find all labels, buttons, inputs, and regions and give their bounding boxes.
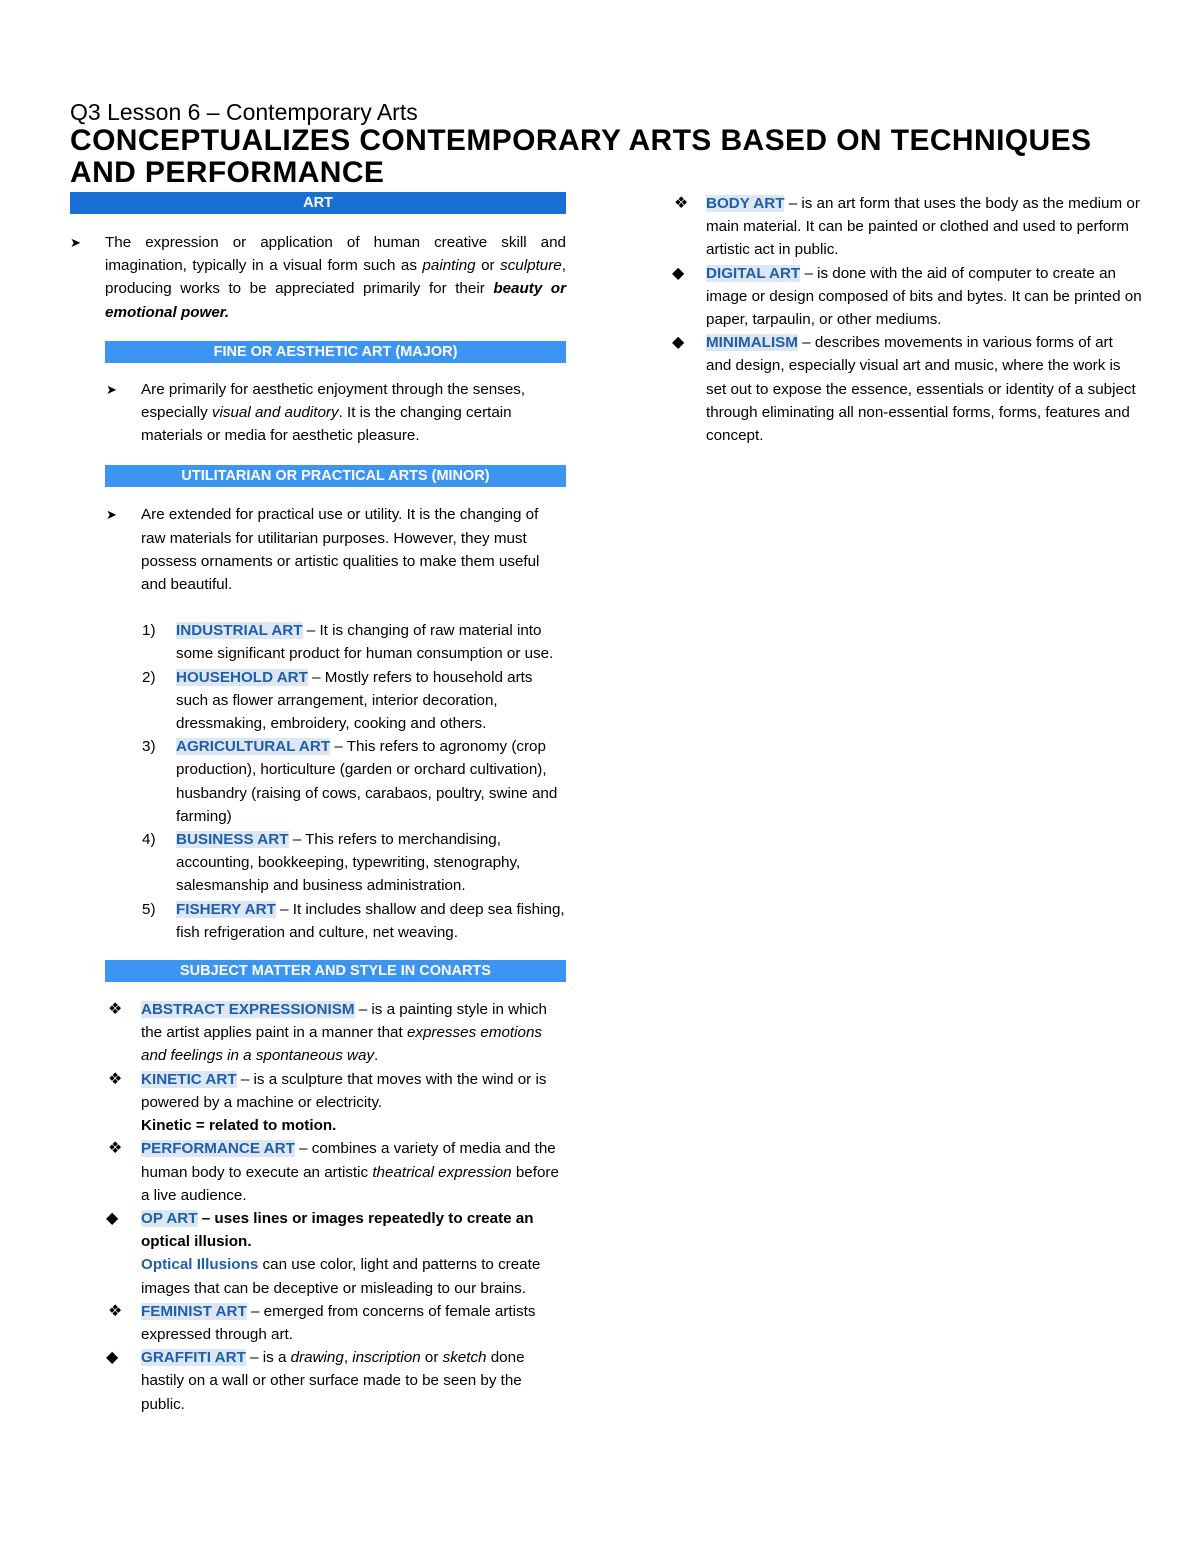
list-item: 2) HOUSEHOLD ART – Mostly refers to household arts such as flower arrangement, interior decoration, dressmaking, embroidery, cooking and others. bbox=[142, 668, 533, 733]
list-item: ◆ GRAFFITI ART – is a drawing, inscription or sketch done hastily on a wall or other surface made to be seen by the public. bbox=[70, 1346, 566, 1416]
diamond-star-icon: ❖ bbox=[108, 1070, 123, 1088]
left-column bbox=[70, 192, 566, 1416]
arrow-bullet-icon: ➤ bbox=[70, 235, 81, 250]
list-item: ❖ FEMINIST ART – emerged from concerns of female artists expressed through art. bbox=[70, 1300, 566, 1346]
solid-diamond-icon: ◆ bbox=[106, 1209, 119, 1227]
art-definition: ➤ The expression or application of human creative skill and imagination, typically in a visual form such as painting or sculpture, producing works to be appreciated primarily for their beauty or emotional power. bbox=[70, 231, 566, 324]
list-item: ❖ KINETIC ART – is a sculpture that moves with the wind or is powered by a machine or electricity. Kinetic = related to motion. bbox=[70, 1068, 566, 1138]
solid-diamond-icon: ◆ bbox=[672, 334, 685, 352]
list-item: 4) BUSINESS ART – This refers to merchandising, accounting, bookkeeping, typewriting, stenography, salesmanship and business administration. bbox=[142, 831, 521, 895]
conarts-list bbox=[70, 998, 566, 1416]
list-item: ◆ MINIMALISM – describes movements in various forms of art and design, especially visual art and music, where the work is set out to expose the essence, essentials or identity of a subject through eliminating all non-essential forms, forms, features and concept. bbox=[672, 331, 1142, 447]
list-item: ◆ DIGITAL ART – is done with the aid of computer to create an image or design composed of bits and bytes. It can be printed on paper, tarpaulin, or other mediums. bbox=[672, 262, 1142, 332]
right-column bbox=[672, 192, 1142, 447]
list-item: 3) AGRICULTURAL ART – This refers to agronomy (crop production), horticulture (garden or orchard cultivation), husbandry (raising of cows, carabaos, poultry, swine and farming) bbox=[142, 738, 558, 825]
list-item: ❖ BODY ART – is an art form that uses the body as the medium or main material. It can be painted or clothed and used to perform artistic act in public. bbox=[672, 192, 1142, 262]
section-heading-utilitarian: UTILITARIAN OR PRACTICAL ARTS (MINOR) bbox=[105, 465, 566, 487]
list-item: ❖ PERFORMANCE ART – combines a variety of media and the human body to execute an artistic theatrical expression before a live audience. bbox=[70, 1137, 566, 1207]
solid-diamond-icon: ◆ bbox=[672, 264, 685, 282]
utilitarian-definition: ➤ Are extended for practical use or utility. It is the changing of raw materials for utilitarian purposes. However, they must possess ornaments or artistic qualities to make them useful and beautiful. bbox=[70, 503, 566, 596]
section-heading-fine-art: FINE OR AESTHETIC ART (MAJOR) bbox=[105, 341, 566, 363]
lesson-subtitle: Q3 Lesson 6 – Contemporary Arts bbox=[70, 99, 418, 125]
diamond-star-icon: ❖ bbox=[108, 1302, 123, 1320]
practical-arts-list bbox=[70, 619, 566, 944]
diamond-star-icon: ❖ bbox=[674, 195, 689, 212]
list-item: 1) INDUSTRIAL ART – It is changing of raw material into some significant product for human consumption or use. bbox=[142, 622, 554, 663]
list-item: ◆ OP ART – uses lines or images repeatedly to create an optical illusion. Optical Illusions can use color, light and patterns to create images that can be deceptive or misleading to our brains. bbox=[70, 1207, 566, 1300]
arrow-bullet-icon: ➤ bbox=[106, 381, 117, 397]
section-heading-art: ART bbox=[70, 192, 566, 214]
solid-diamond-icon: ◆ bbox=[106, 1349, 119, 1367]
fine-art-definition: ➤ Are primarily for aesthetic enjoyment through the senses, especially visual and auditory. It is the changing certain materials or media for aesthetic pleasure. bbox=[70, 378, 566, 448]
list-item: ❖ ABSTRACT EXPRESSIONISM – is a painting style in which the artist applies paint in a manner that expresses emotions and feelings in a spontaneous way. bbox=[70, 998, 566, 1068]
section-heading-subject-matter: SUBJECT MATTER AND STYLE IN CONARTS bbox=[105, 960, 566, 982]
arrow-bullet-icon: ➤ bbox=[106, 507, 117, 523]
list-item: 5) FISHERY ART – It includes shallow and deep sea fishing, fish refrigeration and culture, net weaving. bbox=[142, 900, 565, 941]
page-title: CONCEPTUALIZES CONTEMPORARY ARTS BASED ON TECHNIQUES AND PERFORMANCE bbox=[70, 124, 1092, 189]
diamond-star-icon: ❖ bbox=[108, 1001, 123, 1019]
diamond-star-icon: ❖ bbox=[108, 1140, 123, 1158]
